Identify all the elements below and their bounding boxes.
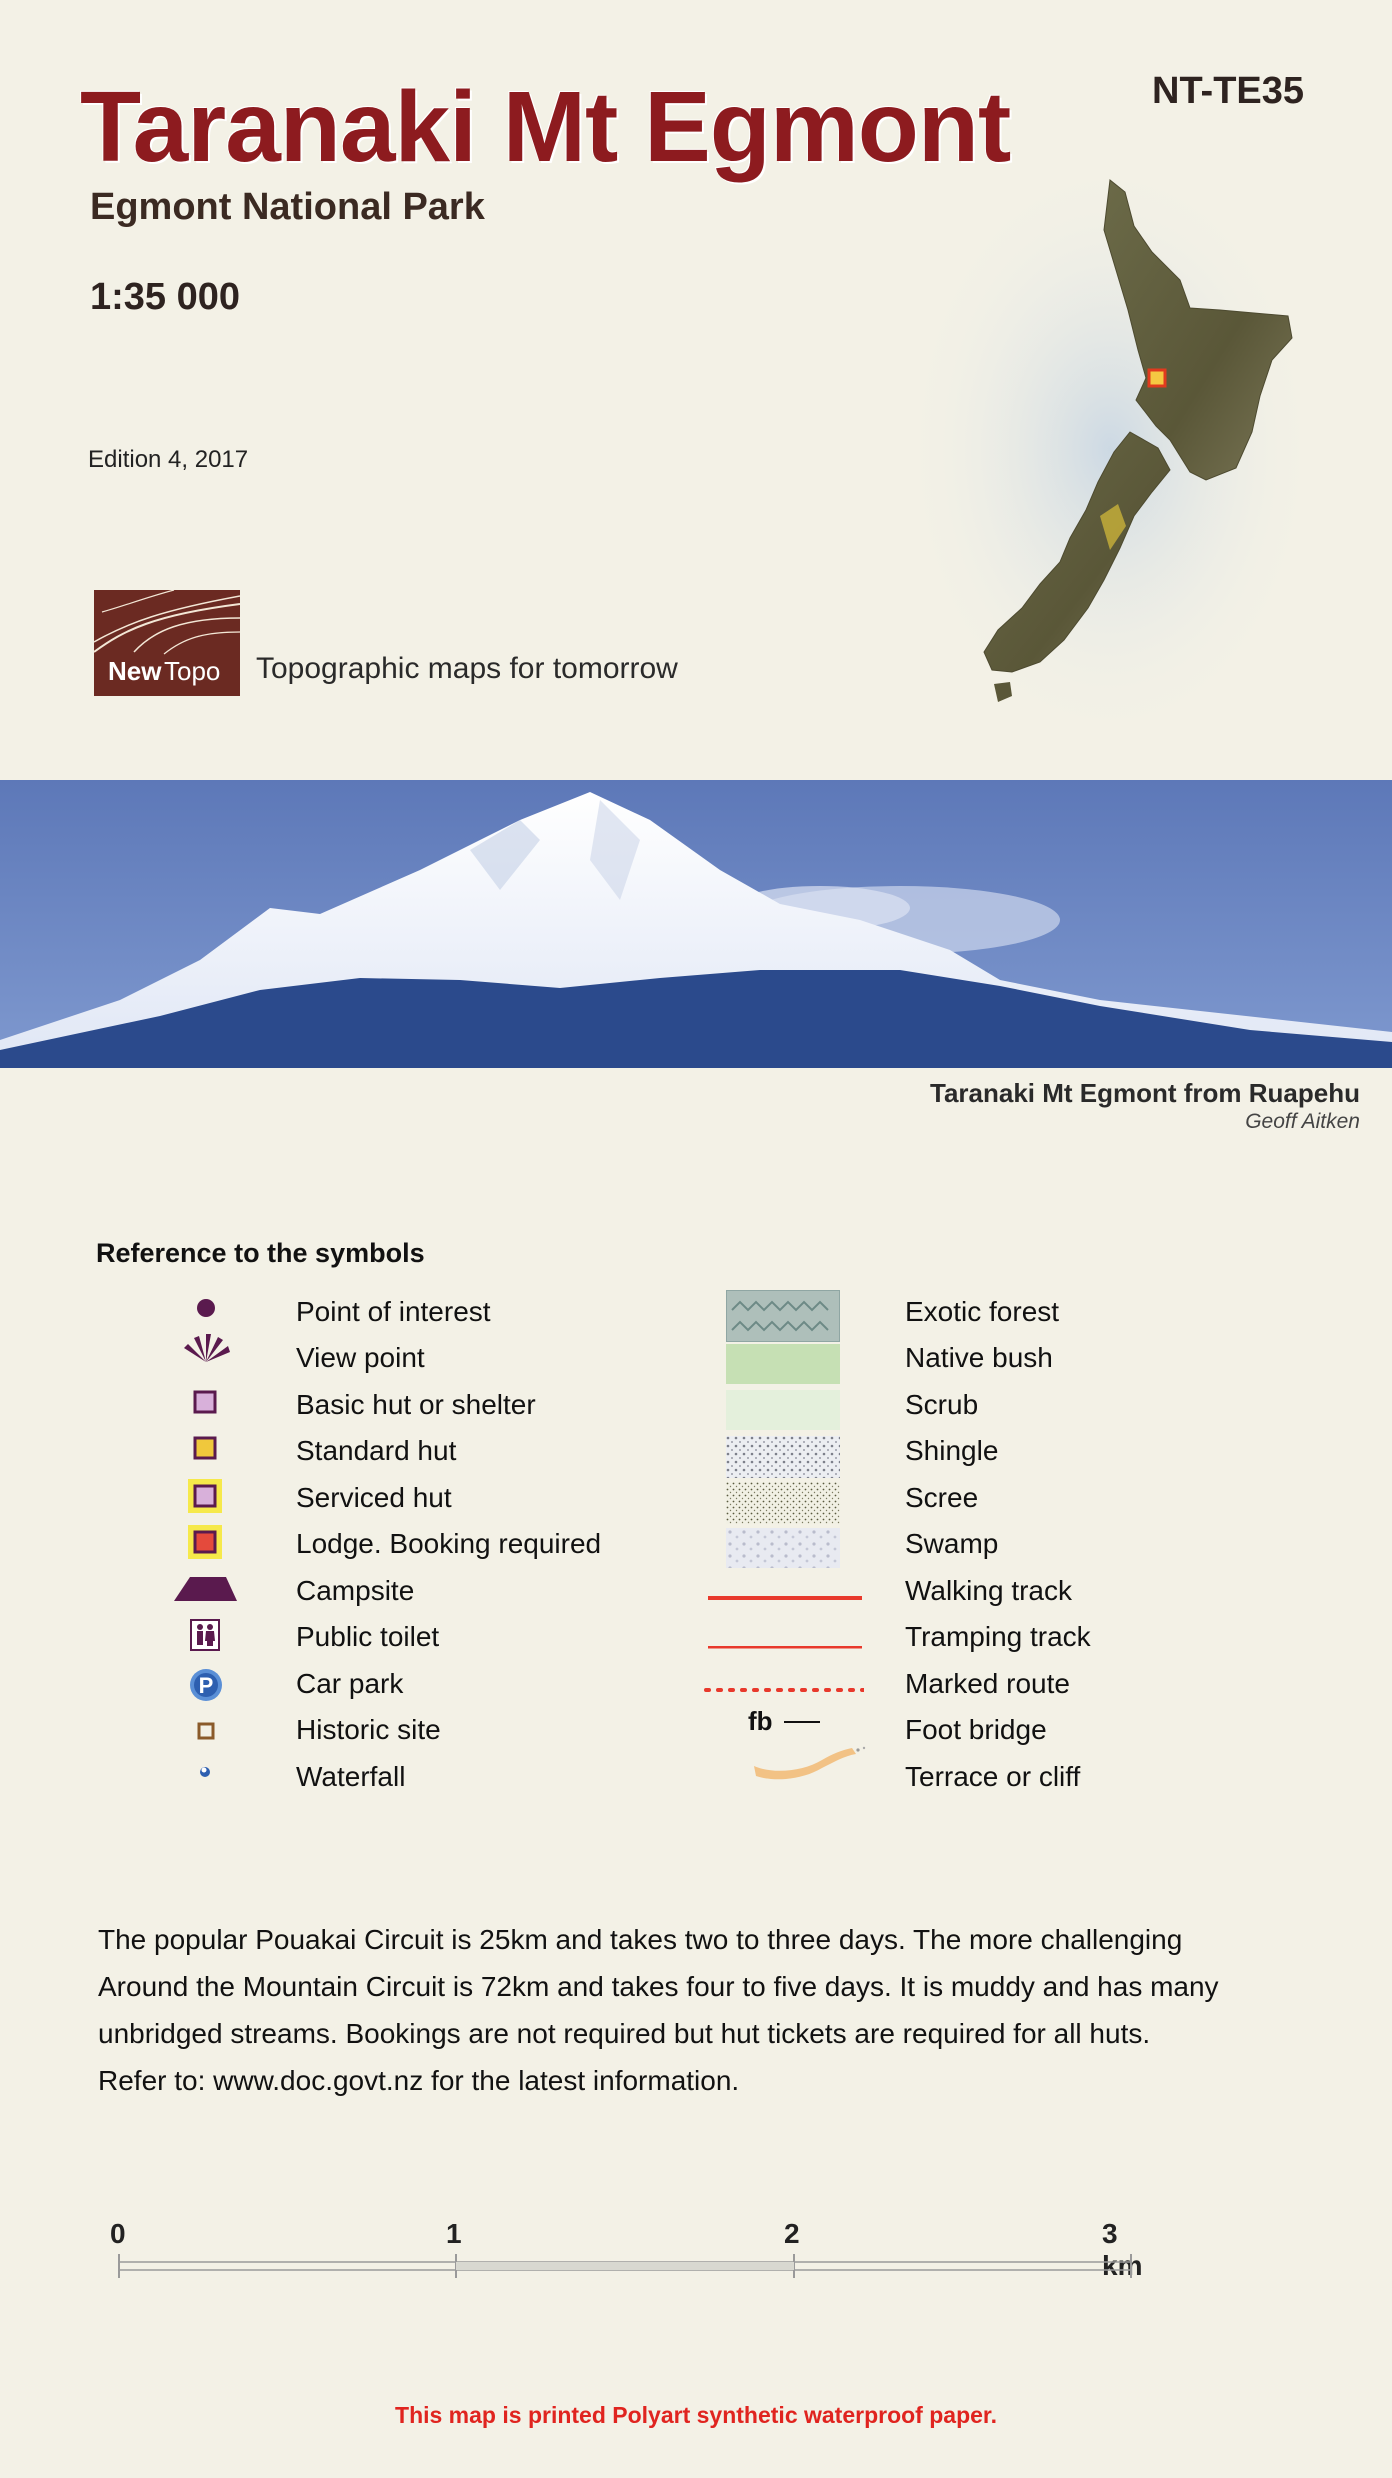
foot-bridge-symbol [746, 1706, 856, 1741]
mountain-photo [0, 780, 1392, 1068]
tramping-track-line [708, 1636, 862, 1654]
legend-label-standard-hut: Standard hut [296, 1435, 457, 1466]
map-scale: 1:35 000 [90, 276, 241, 318]
legend-label-car-park: Car park [296, 1668, 404, 1699]
legend-label-public-toilet: Public toilet [296, 1621, 440, 1652]
scale-bar [110, 2210, 1150, 2280]
native-bush-swatch [726, 1344, 840, 1389]
car-park-icon [189, 1668, 223, 1707]
legend-label-campsite: Campsite [296, 1575, 415, 1606]
view-point-icon [178, 1334, 234, 1369]
historic-site-icon [197, 1722, 215, 1745]
legend-label-tramping-track: Tramping track [905, 1621, 1091, 1652]
lodge-icon [187, 1524, 223, 1565]
info-line: The popular Pouakai Circuit is 25km and takes two to three days. The more challenging [98, 1924, 1183, 1955]
public-toilet-icon [190, 1619, 220, 1656]
map-title: Taranaki Mt Egmont [80, 71, 1011, 183]
edition-info: Edition 4, 2017 [88, 446, 249, 473]
legend-label-swamp: Swamp [905, 1528, 999, 1559]
info-line: Around the Mountain Circuit is 72km and takes four to five days. It is muddy and has many [98, 1971, 1219, 2002]
scale-tick-label: 3 km [1102, 2218, 1143, 2281]
legend-label-point-of-interest: Point of interest [296, 1296, 491, 1327]
legend-label-view-point: View point [296, 1342, 425, 1373]
shingle-swatch [726, 1436, 840, 1483]
walking-track-line [708, 1588, 862, 1606]
waterfall-icon [198, 1765, 212, 1784]
exotic-forest-swatch [726, 1290, 840, 1347]
legend-label-waterfall: Waterfall [296, 1761, 406, 1792]
scale-bar-graphic [118, 2254, 1144, 2278]
serviced-hut-icon [187, 1478, 223, 1519]
info-line: unbridged streams. Bookings are not required but hut tickets are required for all huts. [98, 2018, 1151, 2049]
photo-caption: Taranaki Mt Egmont from Ruapehu [930, 1078, 1360, 1108]
map-code: NT-TE35 [1152, 70, 1305, 112]
svg-text:P: P [198, 1673, 214, 1698]
waterproof-paper-note: This map is printed Polyart synthetic waterproof paper. [395, 2402, 997, 2428]
scale-tick-label: 1 [446, 2218, 462, 2249]
info-line: Refer to: www.doc.govt.nz for the latest information. [98, 2065, 740, 2096]
brand-tagline: Topographic maps for tomorrow [256, 652, 678, 685]
legend-label-scree: Scree [905, 1482, 979, 1513]
legend-label-walking-track: Walking track [905, 1575, 1073, 1606]
campsite-icon [174, 1576, 238, 1607]
legend-label-native-bush: Native bush [905, 1342, 1053, 1373]
scale-tick-label: 0 [110, 2218, 126, 2249]
legend-label-marked-route: Marked route [905, 1668, 1070, 1699]
terrace-cliff-symbol [752, 1742, 872, 1789]
info-paragraph [98, 1916, 1278, 2104]
svg-text:New: New [108, 656, 162, 686]
svg-text:Topo: Topo [164, 656, 221, 686]
legend-label-historic-site: Historic site [296, 1714, 441, 1745]
newtopo-logo [94, 590, 240, 696]
legend-label-scrub: Scrub [905, 1389, 979, 1420]
point-of-interest-icon [195, 1297, 217, 1324]
scale-tick-label: 2 [784, 2218, 800, 2249]
legend-label-serviced-hut: Serviced hut [296, 1482, 452, 1513]
legend-label-lodge: Lodge. Booking required [296, 1528, 602, 1559]
scree-swatch [726, 1482, 840, 1529]
park-name: Egmont National Park [90, 186, 485, 228]
photo-credit: Geoff Aitken [1245, 1110, 1360, 1133]
legend-label-basic-hut: Basic hut or shelter [296, 1389, 536, 1420]
marked-route-line [704, 1680, 864, 1698]
legend-label-exotic-forest: Exotic forest [905, 1296, 1060, 1327]
svg-text:fb: fb [748, 1706, 773, 1736]
standard-hut-icon [193, 1436, 217, 1465]
basic-hut-icon [193, 1390, 217, 1419]
legend-heading: Reference to the symbols [96, 1238, 425, 1268]
swamp-swatch [726, 1528, 840, 1573]
legend-label-foot-bridge: Foot bridge [905, 1714, 1047, 1745]
legend-label-terrace-cliff: Terrace or cliff [905, 1761, 1081, 1792]
scrub-swatch [726, 1390, 840, 1435]
legend-label-shingle: Shingle [905, 1435, 999, 1466]
new-zealand-locator-map [920, 170, 1300, 720]
